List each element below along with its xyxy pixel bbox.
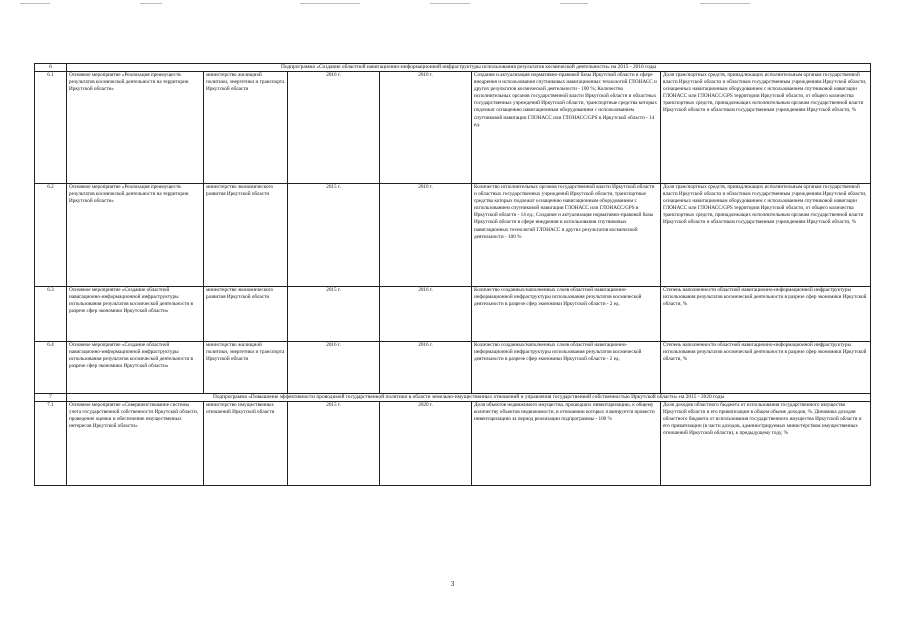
indicator-cell: Создание и актуализация нормативно-правовой базы Иркутской области в сфере внедрения и использования спутниковых навигационных технологий ГЛОНАСС и других результатов космической деятельности - 100 %; Количество исполнительных органов государственной власти Иркутской области и областных государственных учреждений Иркутской области, транспортные средства которых подлежат оснащению навигационным оборудованием с использованием спутниковой навигации ГЛОНАСС или ГЛОНАСС/GPS в Иркутской области - 14 ед. — [472, 72, 661, 184]
scan-artifacts — [0, 0, 905, 8]
end-date-cell: 2016 г. — [380, 184, 472, 287]
start-date-cell: 2015 г. — [288, 287, 380, 342]
target-cell: Доля транспортных средств, принадлежащих исполнительным органам государственной власти Иркутской области и областным государственным учреждениям Иркутской области, оснащенных навигационным оборудованием с использованием спутниковой навигации ГЛОНАСС или ГЛОНАСС/GPS территории Иркутской области, от общего количества транспортных средств, принадлежащих исполнительным органам государственной власти Иркутской области и областным государственным учреждениям Иркутской области, % — [661, 184, 871, 287]
page-number: 3 — [450, 580, 455, 588]
target-cell: Доля доходов областного бюджета от использования государственного имущества Иркутской области и его приватизации в общем объеме доходов, %. Динамика доходов областного бюджета от использования государственного имущества Иркутской области и его приватизации (в части доходов, администрируемых министерством имущественных отношений Иркутской области), к предыдущему году, % — [661, 402, 871, 486]
row-number: 7.1 — [35, 402, 67, 486]
measure-cell: Основное мероприятие «Совершенствование системы учета государственной собственности Иркутской области, проведение оценки и обеспечение имущественных интересов Иркутской области» — [67, 402, 204, 486]
row-number: 6.3 — [35, 287, 67, 342]
measure-cell: Основное мероприятие «Реализация преимуществ результатов космической деятельности на территории Иркутской области» — [67, 72, 204, 184]
section-title: Подпрограмма «Создание областной навигационно-информационной инфраструктуры использования результатов космической деятельности» на 2015 - 2016 годы — [67, 64, 871, 72]
target-cell: Доля транспортных средств, принадлежащих исполнительным органам государственной власти Иркутской области и областным государственным учреждениям Иркутской области, оснащенных навигационным оборудованием с использованием спутниковой навигации ГЛОНАСС или ГЛОНАСС/GPS территории Иркутской области, от общего количества транспортных средств, принадлежащих исполнительным органам государственной власти Иркутской области и областным государственным учреждениям Иркутской области, % — [661, 72, 871, 184]
indicator-cell: Количество созданных/наполненных слоев областной навигационно-информационной инфраструктуры использования результатов космической деятельности в разрезе сфер экономики Иркутской области - 2 ед. — [472, 342, 661, 394]
section-number: 6 — [35, 64, 67, 72]
end-date-cell: 2016 г. — [380, 72, 472, 184]
row-number: 6.4 — [35, 342, 67, 394]
end-date-cell: 2016 г. — [380, 342, 472, 394]
section-header — [35, 394, 871, 402]
section-title: Подпрограмма «Повышение эффективности проводимой государственной политики в области земельно-имущественных отношений и управления государственной собственностью Иркутской области» на 2015 - 2020 годы — [67, 394, 871, 402]
executor-cell: министерство экономического развития Иркутской области — [204, 287, 288, 342]
start-date-cell: 2015 г. — [288, 184, 380, 287]
executor-cell: министерство жилищной политики, энергетики и транспорта Иркутской области — [204, 72, 288, 184]
table-row — [35, 184, 871, 287]
indicator-cell: Количество исполнительных органов государственной власти Иркутской области и областных государственных учреждений Иркутской области, транспортные средства которых подлежат оснащению навигационным оборудованием с использованием спутниковой навигации ГЛОНАСС или ГЛОНАСС/GPS в Иркутской области - 14 ед.; Создание и актуализация нормативно-правовой базы Иркутской области в сфере внедрения и использования спутниковых навигационных технологий ГЛОНАСС и других результатов космической деятельности - 100 % — [472, 184, 661, 287]
target-cell: Степень наполненности областной навигационно-информационной инфраструктуры использования результатов космической деятельности в разрезе сфер экономики Иркутской области, % — [661, 342, 871, 394]
start-date-cell: 2016 г. — [288, 342, 380, 394]
measure-cell: Основное мероприятие «Реализация преимуществ результатов космической деятельности на территории Иркутской области» — [67, 184, 204, 287]
row-number: 6.1 — [35, 72, 67, 184]
end-date-cell: 2020 г. — [380, 402, 472, 486]
start-date-cell: 2016 г. — [288, 72, 380, 184]
executor-cell: министерство имущественных отношений Иркутской области — [204, 402, 288, 486]
start-date-cell: 2015 г. — [288, 402, 380, 486]
executor-cell: министерство экономического развития Иркутской области — [204, 184, 288, 287]
indicator-cell: Доля объектов недвижимого имущества, прошедших инвентаризацию, к общему количеству объектов недвижимости, в отношении которых планируется провести инвентаризацию за период реализации подпрограммы - 100 % — [472, 402, 661, 486]
table-row — [35, 287, 871, 342]
section-header — [35, 64, 871, 72]
section-number: 7 — [35, 394, 67, 402]
end-date-cell: 2016 г. — [380, 287, 472, 342]
table-row — [35, 72, 871, 184]
measure-cell: Основное мероприятие «Создание областной навигационно-информационной инфраструктуры использования результатов космической деятельности в разрезе сфер экономики Иркутской области» — [67, 342, 204, 394]
row-number: 6.2 — [35, 184, 67, 287]
table-row — [35, 342, 871, 394]
program-measures-table — [34, 63, 871, 486]
indicator-cell: Количество созданных/наполненных слоев областной навигационно-информационной инфраструктуры использования результатов космической деятельности в разрезе сфер экономики Иркутской области - 2 ед. — [472, 287, 661, 342]
measure-cell: Основное мероприятие «Создание областной навигационно-информационной инфраструктуры использования результатов космической деятельности в разрезе сфер экономики Иркутской области» — [67, 287, 204, 342]
table-row — [35, 402, 871, 486]
executor-cell: министерство жилищной политики, энергетики и транспорта Иркутской области — [204, 342, 288, 394]
target-cell: Степень наполненности областной навигационно-информационной инфраструктуры использования результатов космической деятельности в разрезе сфер экономики Иркутской области, % — [661, 287, 871, 342]
